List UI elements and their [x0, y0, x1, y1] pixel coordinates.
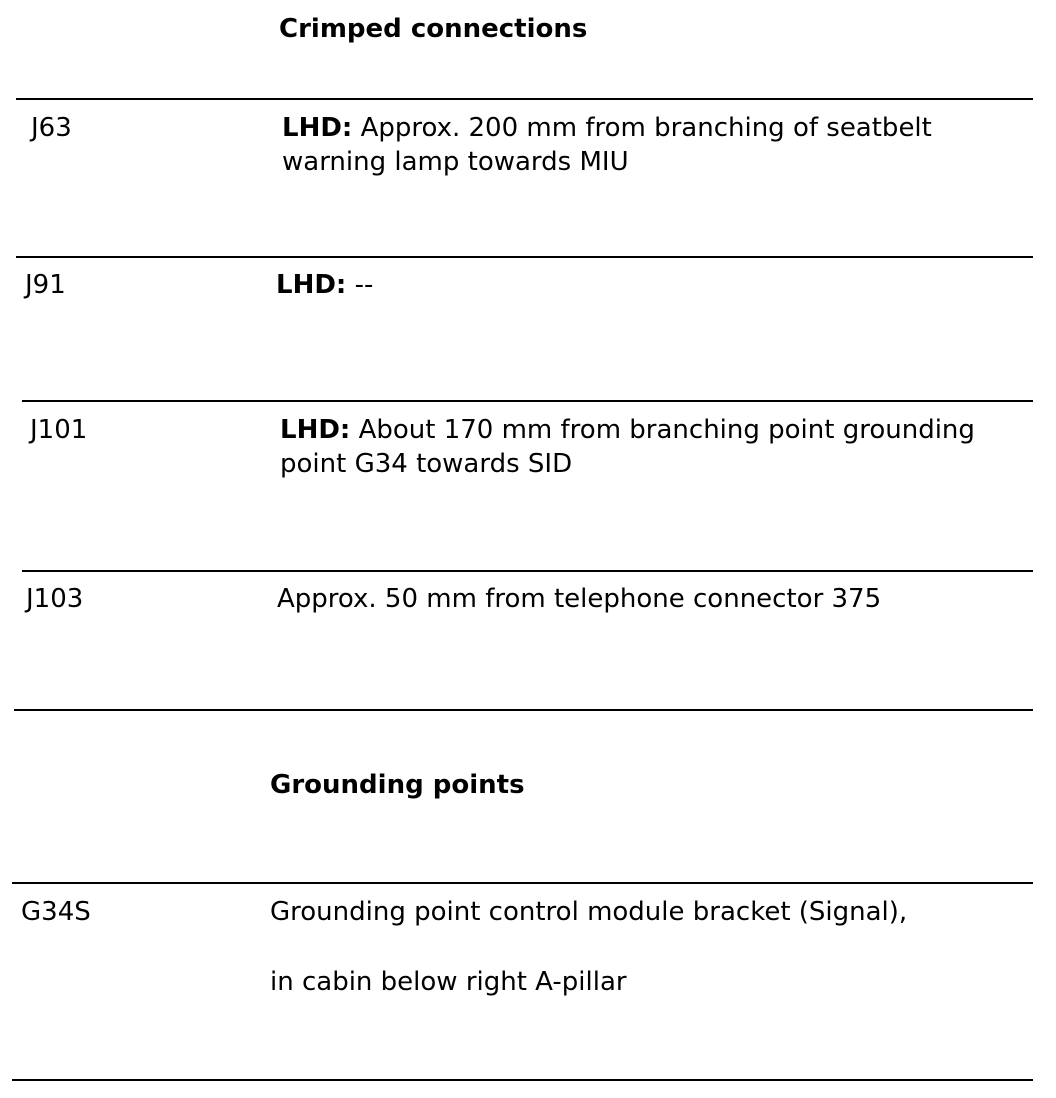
connection-location	[276, 268, 1016, 302]
grounding-point-location	[270, 895, 1030, 999]
row-divider	[16, 256, 1033, 258]
lhd-label: LHD:	[276, 270, 347, 300]
grounding-point-code: G34S	[21, 897, 91, 927]
section-heading-grounding-points: Grounding points	[270, 770, 525, 800]
row-divider	[16, 98, 1033, 100]
connection-location	[277, 582, 1017, 616]
lhd-label: LHD:	[282, 113, 353, 143]
connection-location	[282, 111, 1022, 179]
row-divider	[22, 570, 1033, 572]
section-divider	[14, 709, 1033, 711]
location-text: About 170 mm from branching point grounding point G34 towards SID	[280, 415, 975, 479]
location-text: Approx. 50 mm from telephone connector 375	[277, 584, 882, 614]
location-text: Approx. 200 mm from branching of seatbelt warning lamp towards MIU	[282, 113, 932, 177]
location-line: in cabin below right A-pillar	[270, 967, 627, 997]
row-divider	[22, 400, 1033, 402]
lhd-label: LHD:	[280, 415, 351, 445]
location-text: --	[346, 270, 374, 300]
section-heading-crimped-connections: Crimped connections	[279, 14, 588, 44]
location-line: Grounding point control module bracket (Signal),	[270, 897, 908, 927]
connection-code: J91	[25, 270, 66, 300]
row-divider	[12, 882, 1033, 884]
connection-code: J63	[31, 113, 72, 143]
connection-location	[280, 413, 1040, 481]
connection-code: J103	[26, 584, 84, 614]
connection-code: J101	[30, 415, 88, 445]
row-divider	[12, 1079, 1033, 1081]
